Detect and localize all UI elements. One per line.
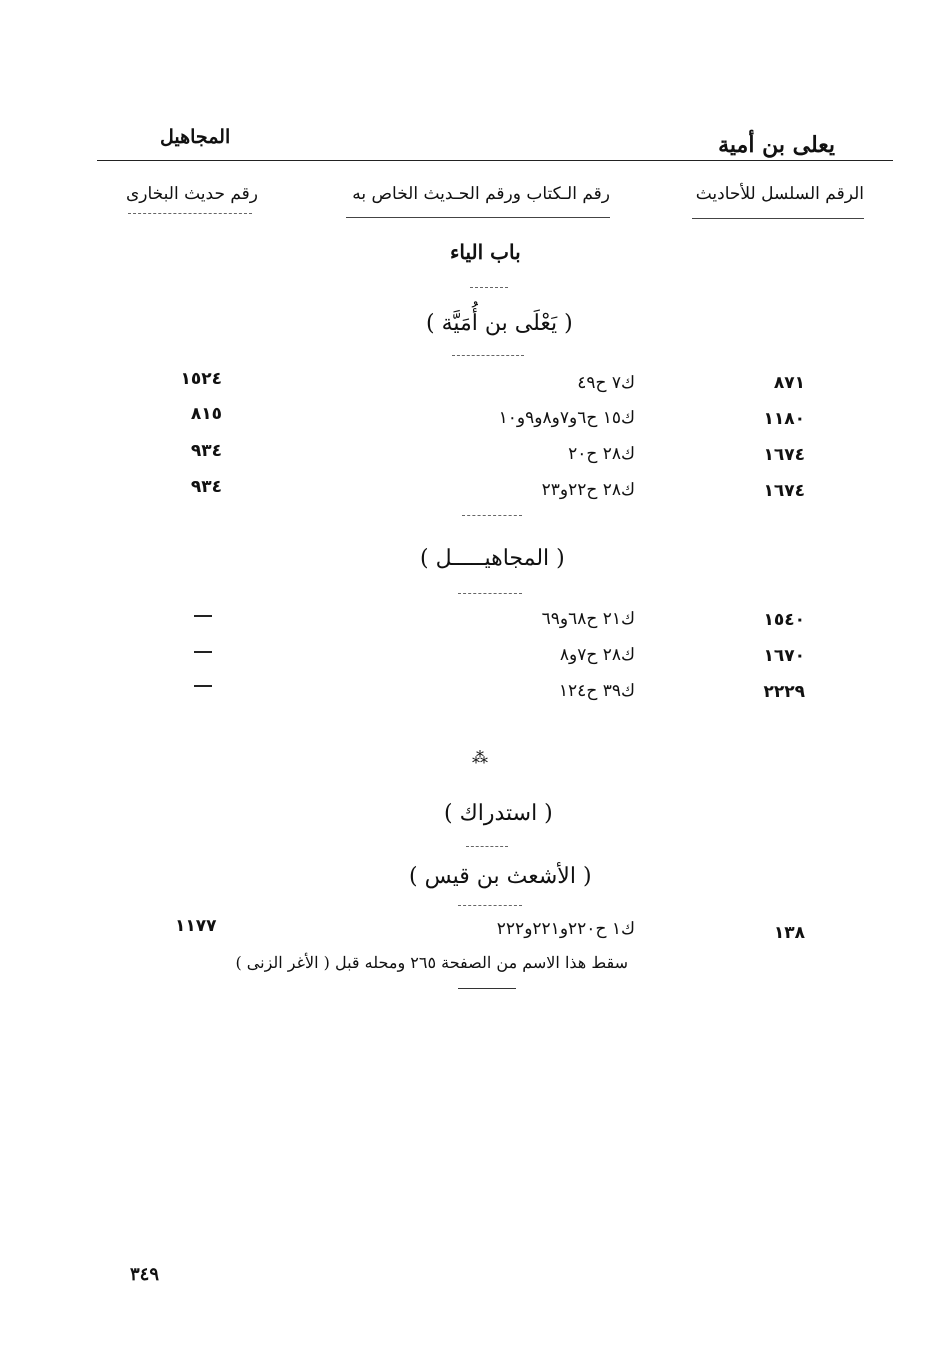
appendix-subtitle: ( الأشعث بن قيس ) <box>409 864 592 889</box>
group-title: ( المجاهيـــــل ) <box>420 546 565 571</box>
divider <box>466 846 508 847</box>
group-title: ( يَعْلَى بن أُمَيَّة ) <box>426 311 573 336</box>
running-title-right: يعلى بن أمية <box>718 132 835 158</box>
book-reference: ك١ ح٢٢٠و٢٢١و٢٢٢ <box>496 919 635 939</box>
bukhari-number: ٨١٥ <box>190 404 222 424</box>
book-reference: ك٣٩ ح١٢٤ <box>558 681 635 701</box>
running-title-left: المجاهيل <box>160 126 231 148</box>
book-reference: ك١٥ ح٦و٧و٨و٩و١٠ <box>498 408 635 428</box>
appendix-title: ( استدراك ) <box>444 801 553 826</box>
divider <box>470 287 508 288</box>
end-rule <box>458 988 516 989</box>
divider <box>458 905 522 906</box>
bukhari-number: ١١٧٧ <box>175 916 217 936</box>
empty-value-dash <box>194 651 212 653</box>
serial-number: ١١٨٠ <box>763 409 805 429</box>
book-reference: ك٢٨ ح٢٠ <box>568 444 635 464</box>
divider <box>452 355 524 356</box>
serial-number: ٢٢٢٩ <box>763 682 805 702</box>
page-number: ٣٤٩ <box>130 1264 160 1285</box>
divider <box>458 593 522 594</box>
book-reference: ك٧ ح٤٩ <box>577 373 635 393</box>
bukhari-number: ١٥٢٤ <box>180 369 222 389</box>
book-reference: ك٢١ ح٦٨و٦٩ <box>541 609 635 629</box>
serial-number: ١٣٨ <box>773 923 805 943</box>
asterism-ornament: ⁂ <box>472 748 488 767</box>
section-title: باب الياء <box>450 240 521 264</box>
divider <box>462 515 522 516</box>
column-heading-book: رقم الـكتاب ورقم الحـديث الخاص به <box>352 184 610 204</box>
empty-value-dash <box>194 685 212 687</box>
serial-number: ١٦٧٤ <box>763 481 805 501</box>
empty-value-dash <box>194 615 212 617</box>
book-reference: ك٢٨ ح٢٢و٢٣ <box>541 480 635 500</box>
column-heading-serial: الرقم السلسل للأحاديث <box>695 184 864 204</box>
serial-number: ١٥٤٠ <box>763 610 805 630</box>
header-rule <box>97 160 893 161</box>
column-underline <box>128 213 252 214</box>
column-heading-bukhari: رقم حديث البخارى <box>125 184 258 204</box>
footnote: سقط هذا الاسم من الصفحة ٢٦٥ ومحله قبل ( الأغر الزنى ) <box>235 953 628 972</box>
bukhari-number: ٩٣٤ <box>190 477 222 497</box>
book-reference: ك٢٨ ح٧و٨ <box>559 645 635 665</box>
serial-number: ١٦٧٤ <box>763 445 805 465</box>
serial-number: ٨٧١ <box>773 373 805 393</box>
serial-number: ١٦٧٠ <box>763 646 805 666</box>
bukhari-number: ٩٣٤ <box>190 441 222 461</box>
column-underline <box>346 217 610 218</box>
column-underline <box>692 218 864 219</box>
